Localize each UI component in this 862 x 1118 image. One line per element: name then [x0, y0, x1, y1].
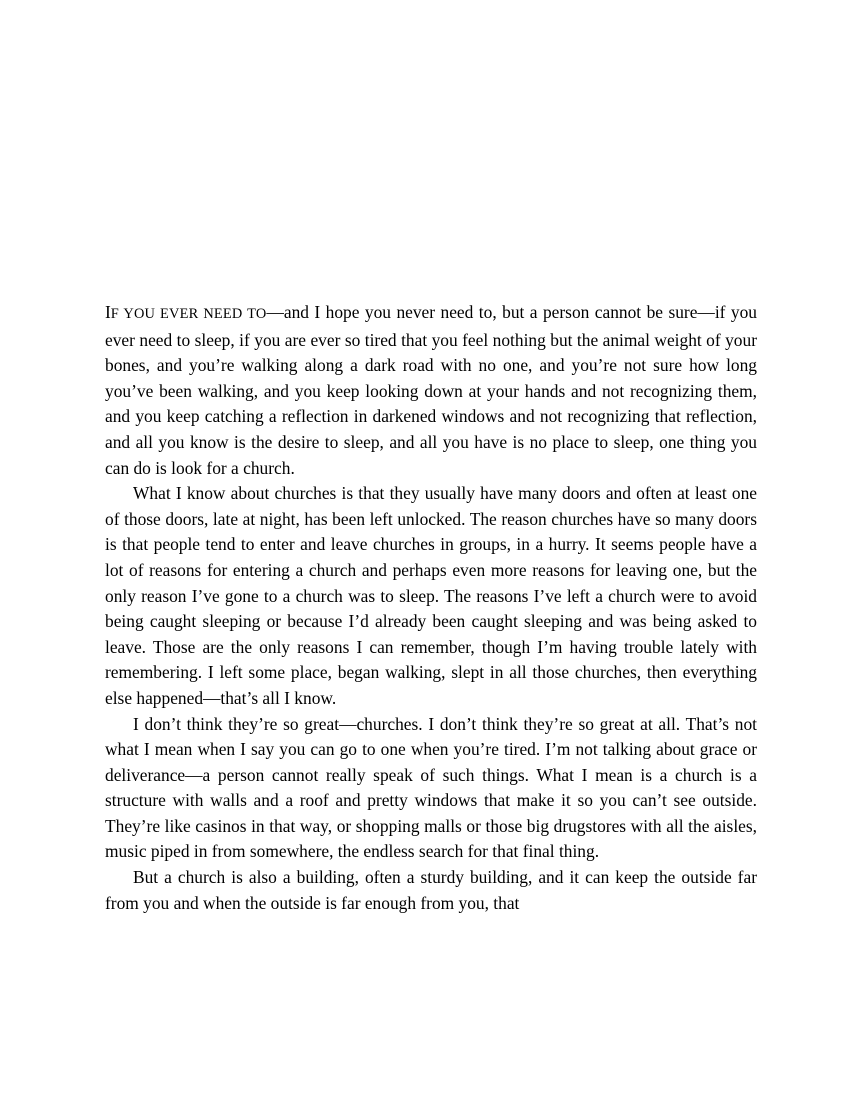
opening-smallcaps: F YOU EVER NEED TO — [110, 306, 267, 322]
opening-capital: I — [105, 302, 111, 322]
paragraph-2: What I know about churches is that they usually have many doors and often at least one of those doors, late at night, has been left unlocked. The reason churches have so many doors is that people tend to enter and leave churches in groups, in a hurry. It seems people have a lot of reasons for entering a church and perhaps even more reasons for leaving one, but the only reason I’ve gone to a church was to sleep. The reasons I’ve left a church were to avoid being caught sleeping or because I’d already been caught sleeping and was being asked to leave. Those are the only reasons I can remember, though I’m having trouble lately with remembering. I left some place, began walking, slept in all those churches, then everything else happened—that’s all I know. — [105, 483, 757, 708]
paragraph-1-text: —and I hope you never need to, but a person cannot be sure—if you ever need to sleep, if you are ever so tired that you feel nothing but the animal weight of your bones, and you’re walking along a dark road with no one, and you’re not sure how long you’ve been walking, and you keep looking down at your hands and not recognizing them, and you keep catching a reflection in darkened windows and not recognizing that reflection, and all you know is the desire to sleep, and all you have is no place to sleep, one thing you can do is look for a church. — [105, 302, 757, 478]
paragraph-3: I don’t think they’re so great—churches. I don’t think they’re so great at all. That’s not what I mean when I say you can go to one when you’re tired. I’m not talking about grace or deliverance—a person cannot really speak of such things. What I mean is a church is a structure with walls and a roof and pretty windows that make it so you can’t see outside. They’re like casinos in that way, or shopping malls or those big drugstores with all the aisles, music piped in from somewhere, the endless search for that final thing. — [105, 713, 757, 862]
paragraph-1 — [105, 300, 757, 481]
paragraph-4: But a church is also a building, often a sturdy building, and it can keep the outside far from you and when the outside is far enough from you, that — [105, 867, 757, 913]
body-text-column — [105, 300, 757, 916]
